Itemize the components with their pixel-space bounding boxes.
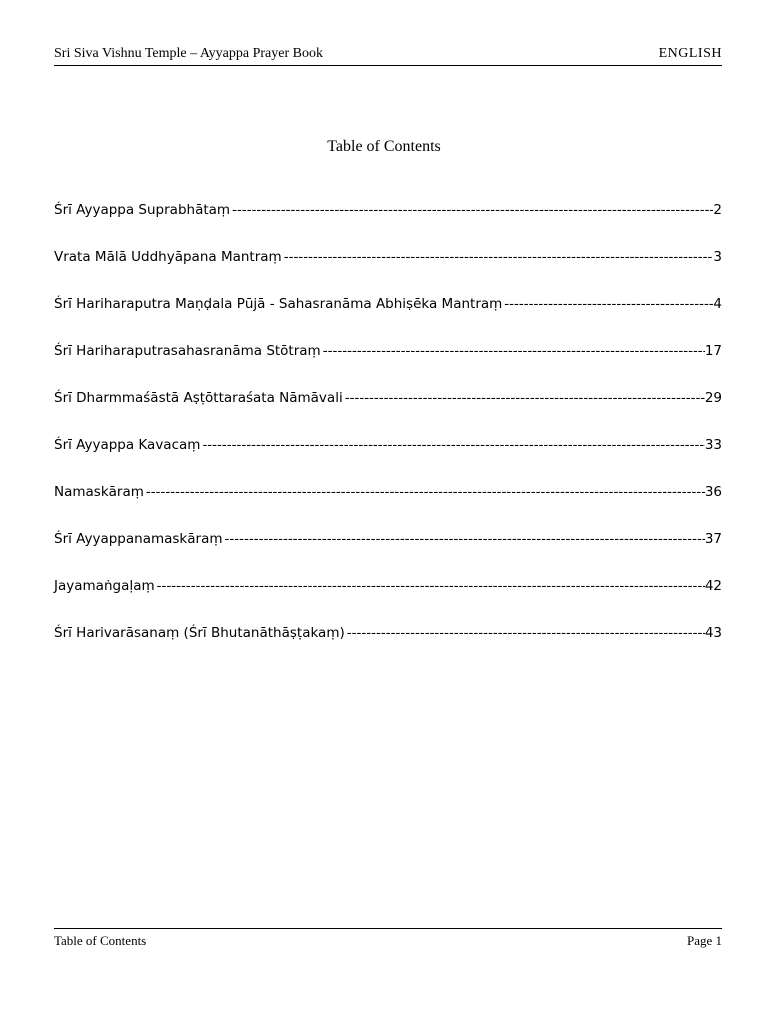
- toc-entry[interactable]: [54, 202, 722, 249]
- toc-entry-title: Śrī Hariharaputrasahasranāma Stōtraṃ: [54, 343, 321, 359]
- toc-entry-page: 33: [704, 437, 722, 453]
- footer-section: Table of Contents: [54, 933, 147, 948]
- dot-leader: [230, 202, 713, 218]
- dot-leader: [200, 437, 704, 453]
- toc-entry-page: 37: [704, 531, 722, 547]
- toc-entry-page: 43: [704, 625, 722, 641]
- toc-entry[interactable]: [54, 578, 722, 625]
- toc-entry[interactable]: [54, 296, 722, 343]
- toc-entry[interactable]: [54, 343, 722, 390]
- footer-page-number: Page 1: [686, 933, 722, 948]
- toc-entry-title: Śrī Ayyappa Kavacaṃ: [54, 437, 201, 453]
- toc-entry-title: Vrata Mālā Uddhyāpana Mantraṃ: [54, 249, 282, 265]
- dot-leader: [321, 343, 705, 359]
- page-title: Table of Contents: [327, 138, 441, 155]
- toc-entry-title: Śrī Ayyappa Suprabhātaṃ: [54, 202, 231, 218]
- toc-entry[interactable]: [54, 390, 722, 437]
- toc-entry[interactable]: [54, 484, 722, 531]
- toc-list: [54, 202, 722, 672]
- dot-leader: [345, 625, 705, 641]
- toc-entry-page: 36: [704, 484, 722, 500]
- toc-entry-page: 2: [713, 202, 722, 218]
- toc-entry-title: Śrī Ayyappanamaskāraṃ: [54, 531, 223, 547]
- dot-leader: [282, 249, 714, 265]
- toc-entry[interactable]: [54, 249, 722, 296]
- dot-leader: [502, 296, 713, 312]
- header-title: Sri Siva Vishnu Temple – Ayyappa Prayer Book: [54, 46, 323, 61]
- toc-entry[interactable]: [54, 531, 722, 578]
- toc-entry-page: 3: [713, 249, 722, 265]
- toc-entry-title: Śrī Hariharaputra Maṇḍala Pūjā - Sahasranāma Abhiṣēka Mantraṃ: [54, 296, 503, 312]
- toc-entry-title: Śrī Dharmmaśāstā Aṣṭōttaraśata Nāmāvali: [54, 390, 343, 406]
- toc-entry-page: 17: [704, 343, 722, 359]
- dot-leader: [144, 484, 705, 500]
- toc-entry-page: 42: [704, 578, 722, 594]
- dot-leader: [223, 531, 705, 547]
- page-footer: [54, 928, 722, 948]
- dot-leader: [155, 578, 705, 594]
- toc-entry-page: 4: [713, 296, 722, 312]
- toc-entry-title: Śrī Harivarāsanaṃ (Śrī Bhutanāthāṣṭakaṃ): [54, 625, 345, 641]
- toc-entry[interactable]: [54, 437, 722, 484]
- page-header: [54, 45, 722, 66]
- dot-leader: [343, 390, 705, 406]
- toc-entry-page: 29: [704, 390, 722, 406]
- toc-entry-title: Namaskāraṃ: [54, 484, 144, 500]
- toc-entry-title: Jayamaṅgaḷaṃ: [54, 578, 155, 594]
- header-language: ENGLISH: [658, 46, 722, 61]
- toc-entry[interactable]: [54, 625, 722, 672]
